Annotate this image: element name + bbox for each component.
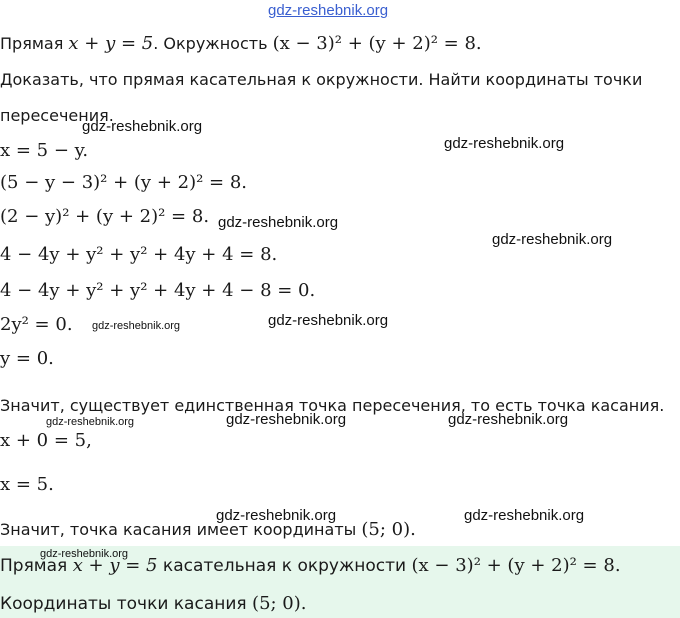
answer-point: (5; 0). bbox=[252, 593, 307, 614]
watermark: gdz-reshebnik.org bbox=[448, 411, 569, 428]
answer-line-equation: x + y = 5 bbox=[72, 555, 158, 576]
step-6: 2y² = 0. bbox=[0, 314, 73, 335]
step-5: 4 − 4y + y² + y² + 4y + 4 − 8 = 0. bbox=[0, 280, 316, 301]
tangent-point: (5; 0). bbox=[361, 519, 416, 540]
problem-word-circle: Окружность bbox=[163, 34, 268, 53]
watermark: gdz-reshebnik.org bbox=[464, 507, 585, 524]
step-3: (2 − y)² + (y + 2)² = 8. bbox=[0, 206, 210, 227]
watermark: gdz-reshebnik.org bbox=[40, 548, 129, 560]
watermark: gdz-reshebnik.org bbox=[444, 135, 565, 152]
watermark: gdz-reshebnik.org bbox=[46, 416, 135, 428]
conclusion-1: Значит, существует единственная точка пересечения, то есть точка касания. bbox=[0, 396, 665, 415]
watermark: gdz-reshebnik.org bbox=[226, 411, 347, 428]
problem-line-1 bbox=[0, 34, 482, 54]
step-1: x = 5 − y. bbox=[0, 140, 89, 161]
problem-word-line: Прямая bbox=[0, 34, 64, 53]
problem-line-3: пересечения. bbox=[0, 106, 114, 125]
problem-line-2: Доказать, что прямая касательная к окружности. Найти координаты точки bbox=[0, 70, 643, 89]
step-9: x = 5. bbox=[0, 474, 54, 495]
answer-word-line: Прямая bbox=[0, 556, 68, 576]
answer-circle-equation: (x − 3)² + (y + 2)² = 8. bbox=[411, 555, 621, 576]
conclusion-2 bbox=[0, 520, 416, 540]
dot: . bbox=[153, 34, 159, 53]
step-2: (5 − y − 3)² + (y + 2)² = 8. bbox=[0, 172, 248, 193]
watermark: gdz-reshebnik.org bbox=[268, 312, 389, 329]
watermark: gdz-reshebnik.org bbox=[82, 118, 203, 135]
answer-coords-text: Координаты точки касания bbox=[0, 594, 247, 614]
answer-tangent-text: касательная к окружности bbox=[162, 556, 407, 576]
conclusion-2-text: Значит, точка касания имеет координаты bbox=[0, 520, 357, 539]
watermark-top[interactable]: gdz-reshebnik.org bbox=[268, 2, 389, 19]
watermark: gdz-reshebnik.org bbox=[492, 231, 613, 248]
step-4: 4 − 4y + y² + y² + 4y + 4 = 8. bbox=[0, 244, 278, 265]
watermark: gdz-reshebnik.org bbox=[218, 214, 339, 231]
step-7: y = 0. bbox=[0, 348, 54, 369]
step-8: x + 0 = 5, bbox=[0, 430, 92, 451]
watermark: gdz-reshebnik.org bbox=[216, 507, 337, 524]
line-equation: x + y = 5 bbox=[68, 33, 154, 54]
circle-equation: (x − 3)² + (y + 2)² = 8. bbox=[272, 33, 482, 54]
answer-line-2 bbox=[0, 594, 307, 614]
watermark: gdz-reshebnik.org bbox=[92, 320, 181, 332]
